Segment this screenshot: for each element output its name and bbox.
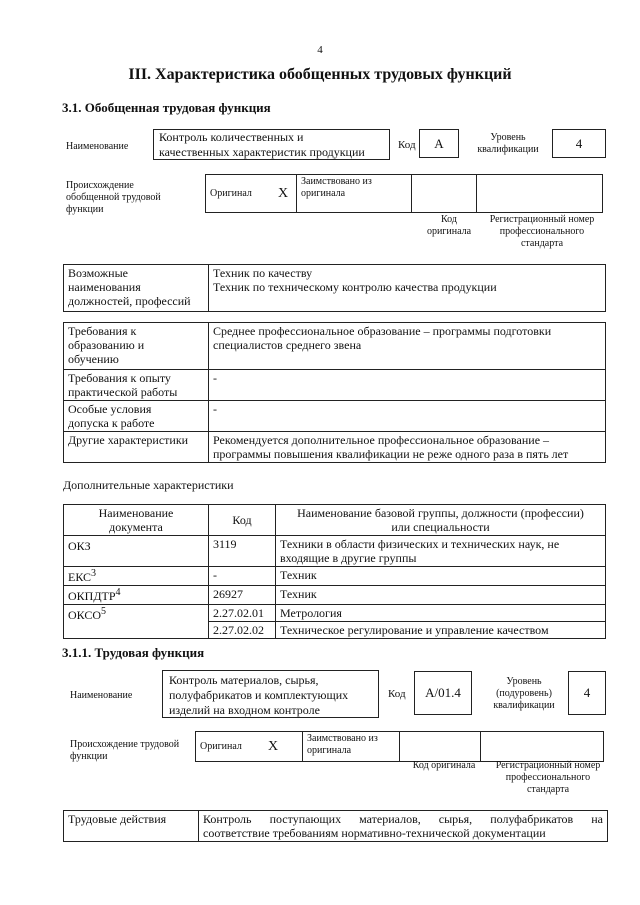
function-reg-number-cell xyxy=(481,732,604,762)
row-doc: ЕКС$^3$ xyxy=(64,567,209,586)
code-original-cell xyxy=(412,175,477,213)
function-code-original-caption: Код оригинала xyxy=(412,760,476,771)
function-borrowed-cell: Заимствовано из оригинала xyxy=(303,732,400,762)
table-row xyxy=(64,586,606,605)
name-value-box xyxy=(153,129,390,160)
education-label: Требования к образованию и обучению xyxy=(64,323,209,370)
conditions-value: - xyxy=(209,401,606,432)
name-value-line: Контроль количественных и xyxy=(159,130,304,144)
original-mark: X xyxy=(274,175,297,213)
code-original-caption: Код оригинала xyxy=(426,214,472,237)
row-name: Техники в области физических и технических наук, не входящие в другие группы xyxy=(276,536,606,567)
function-reg-number-caption: Регистрационный номер профессионального стандарта xyxy=(495,760,601,795)
row-name: Техник xyxy=(276,567,606,586)
row-code: 2.27.02.02 xyxy=(209,622,276,639)
other-value: Рекомендуется дополнительное профессиональное образование – программы повышения квалификации не реже одного раза в пять лет xyxy=(209,432,606,463)
col-header-doc: Наименование документа xyxy=(64,505,209,536)
function-code-label: Код xyxy=(388,688,406,700)
section-heading-3-1: 3.1. Обобщенная трудовая функция xyxy=(62,100,271,115)
actions-table xyxy=(63,810,608,842)
function-level-label: Уровень (подуровень) квалификации xyxy=(493,676,555,711)
row-code: 2.27.02.01 xyxy=(209,605,276,622)
education-value: Среднее профессиональное образование – программы подготовки специалистов среднего звена xyxy=(209,323,606,370)
conditions-label: Особые условия допуска к работе xyxy=(64,401,209,432)
row-code: 26927 xyxy=(209,586,276,605)
function-name-box: Контроль материалов, сырья, полуфабрикатов и комплектующих изделий на входном контроле xyxy=(162,670,379,718)
section-heading-3-1-1: 3.1.1. Трудовая функция xyxy=(62,645,205,660)
row-doc: ОКЗ xyxy=(64,536,209,567)
experience-value: - xyxy=(209,370,606,401)
row-name: Метрология xyxy=(276,605,606,622)
code-label: Код xyxy=(398,139,416,151)
function-original-mark: X xyxy=(264,732,303,762)
reg-number-caption: Регистрационный номер профессионального стандарта xyxy=(489,214,595,249)
original-cell: Оригинал xyxy=(206,175,275,213)
name-value-line: качественных характеристик продукции xyxy=(159,145,365,159)
function-original-cell: Оригинал xyxy=(196,732,265,762)
col-header-code: Код xyxy=(209,505,276,536)
actions-value: Контроль поступающих материалов, сырья, полуфабрикатов на соответствие требованиям нормативно-технической документации xyxy=(199,811,608,842)
function-name-label: Наименование xyxy=(70,690,133,701)
positions-label: Возможные наименования должностей, профессий xyxy=(64,265,209,312)
function-code-value: A/01.4 xyxy=(414,671,472,715)
row-name: Техник xyxy=(276,586,606,605)
other-label: Другие характеристики xyxy=(64,432,209,463)
row-doc: ОКПДТР$^4$ xyxy=(64,586,209,605)
additional-heading: Дополнительные характеристики xyxy=(63,478,234,492)
page-number: 4 xyxy=(317,44,323,56)
col-header-name: Наименование базовой группы, должности (профессии) или специальности xyxy=(276,505,606,536)
borrowed-cell: Заимствовано из оригинала xyxy=(297,175,412,213)
page-title: III. Характеристика обобщенных трудовых функций xyxy=(128,66,512,83)
function-origin-label: Происхождение трудовой функции xyxy=(70,739,180,762)
additional-table xyxy=(63,504,606,639)
row-name: Техническое регулирование и управление качеством xyxy=(276,622,606,639)
row-code: 3119 xyxy=(209,536,276,567)
origin-table xyxy=(205,174,603,213)
table-row xyxy=(64,605,606,622)
positions-table xyxy=(63,264,606,312)
row-doc: ОКСО$^5$ xyxy=(64,605,209,639)
code-value: A xyxy=(419,129,459,158)
row-code: - xyxy=(209,567,276,586)
requirements-table xyxy=(63,322,606,463)
origin-label: Происхождение обобщенной трудовой функции xyxy=(66,180,161,215)
reg-number-cell xyxy=(477,175,603,213)
function-level-value: 4 xyxy=(568,671,606,715)
function-origin-table xyxy=(195,731,604,762)
experience-label: Требования к опыту практической работы xyxy=(64,370,209,401)
table-row xyxy=(64,567,606,586)
actions-label: Трудовые действия xyxy=(64,811,199,842)
positions-value: Техник по качеству Техник по техническому контролю качества продукции xyxy=(209,265,606,312)
function-code-original-cell xyxy=(400,732,481,762)
level-label: Уровень квалификации xyxy=(477,132,539,155)
name-label: Наименование xyxy=(66,141,129,152)
table-row xyxy=(64,536,606,567)
level-value: 4 xyxy=(552,129,606,158)
